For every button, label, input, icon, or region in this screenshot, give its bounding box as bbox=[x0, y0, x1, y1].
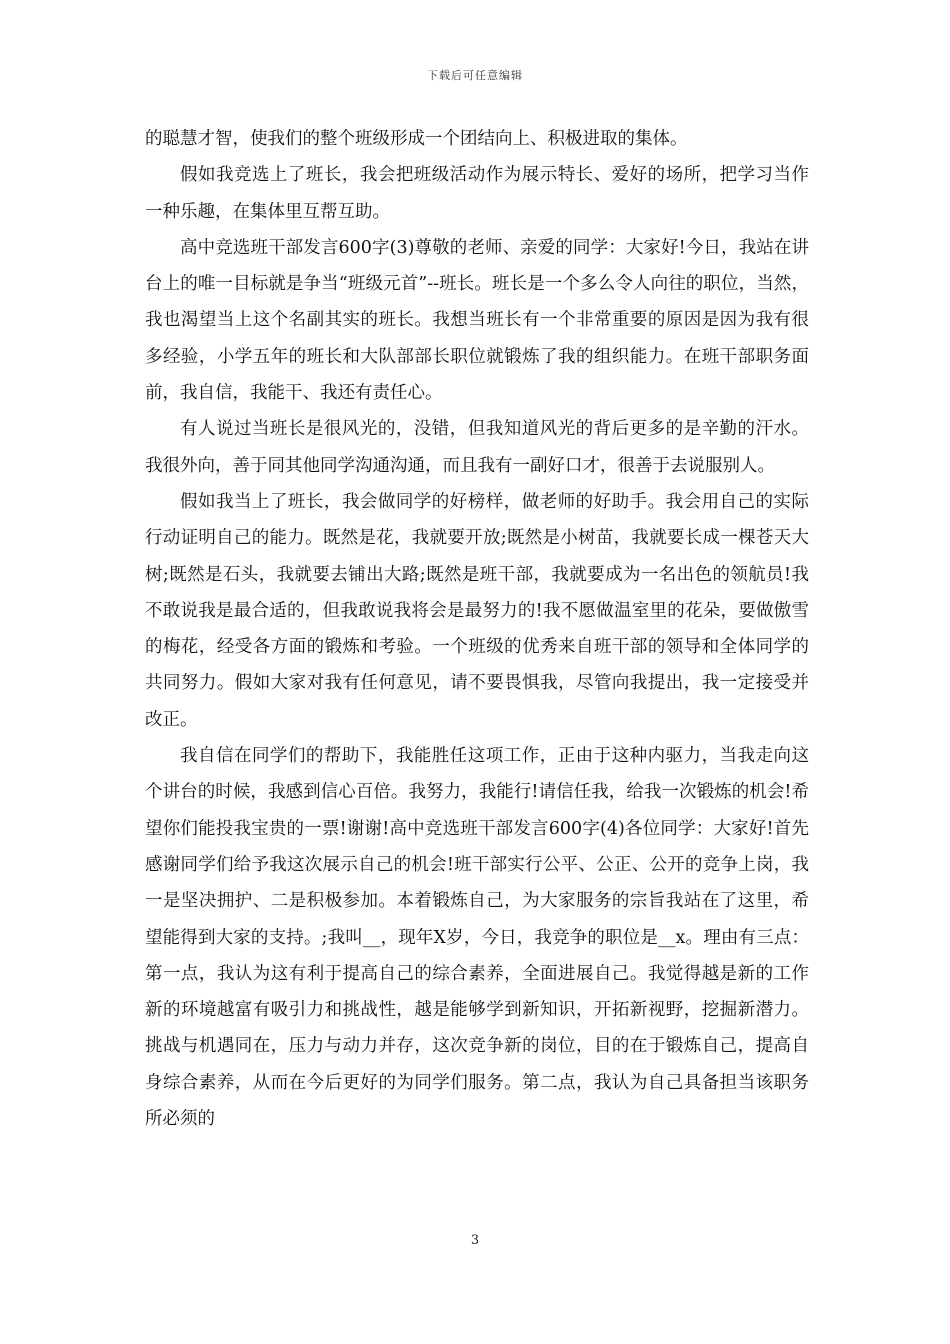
page-header: 下载后可任意编辑 bbox=[427, 69, 523, 82]
paragraph-4: 有人说过当班长是很风光的，没错，但我知道风光的背后更多的是辛勤的汗水。我很外向，善于同其他同学沟通沟通，而且我有一副好口才，很善于去说服别人。 bbox=[145, 419, 809, 476]
paragraph-5: 假如我当上了班长，我会做同学的好榜样，做老师的好助手。我会用自己的实际行动证明自己的能力。既然是花，我就要开放;既然是小树苗，我就要长成一棵苍天大树;既然是石头，我就要去铺出大路;既然是班干部，我就要成为一名出色的领航员!我不敢说我是最合适的，但我敢说我将会是最努力的!我不愿做温室里的花朵，要做傲雪的梅花，经受各方面的锻炼和考验。一个班级的优秀来自班干部的领导和全体同学的共同努力。假如大家对我有任何意见，请不要畏惧我，尽管向我提出，我一定接受并改正。 bbox=[145, 491, 809, 730]
paragraph-2: 假如我竞选上了班长，我会把班级活动作为展示特长、爱好的场所，把学习当作一种乐趣，在集体里互帮互助。 bbox=[145, 165, 809, 222]
paragraph-6: 我自信在同学们的帮助下，我能胜任这项工作，正由于这种内驱力，当我走向这个讲台的时候，我感到信心百倍。我努力，我能行!请信任我，给我一次锻炼的机会!希望你们能投我宝贵的一票!谢谢!高中竞选班干部发言600字(4)各位同学：大家好!首先感谢同学们给予我这次展示自己的机会!班干部实行公平、公正、公开的竞争上岗，我一是坚决拥护、二是积极参加。本着锻炼自己，为大家服务的宗旨我站在了这里，希望能得到大家的支持。;我叫__，现年X岁，今日，我竞争的职位是__x。理由有三点：第一点，我认为这有利于提高自己的综合素养，全面进展自己。我觉得越是新的工作新的环境越富有吸引力和挑战性，越是能够学到新知识，开拓新视野，挖掘新潜力。挑战与机遇同在，压力与动力并存，这次竞争新的岗位，目的在于锻炼自己，提高自身综合素养，从而在今后更好的为同学们服务。第二点，我认为自己具备担当该职务所必须的 bbox=[145, 746, 809, 1130]
page-number: 3 bbox=[470, 1233, 480, 1248]
document-body bbox=[145, 121, 809, 1137]
paragraph-1: 的聪慧才智，使我们的整个班级形成一个团结向上、积极进取的集体。 bbox=[145, 129, 688, 149]
paragraph-3: 高中竞选班干部发言600字(3)尊敬的老师、亲爱的同学：大家好!今日，我站在讲台上的唯一目标就是争当“班级元首”--班长。班长是一个多么令人向往的职位，当然，我也渴望当上这个名副其实的班长。我想当班长有一个非常重要的原因是因为我有很多经验，小学五年的班长和大队部部长职位就锻炼了我的组织能力。在班干部职务面前，我自信，我能干、我还有责任心。 bbox=[145, 237, 809, 404]
